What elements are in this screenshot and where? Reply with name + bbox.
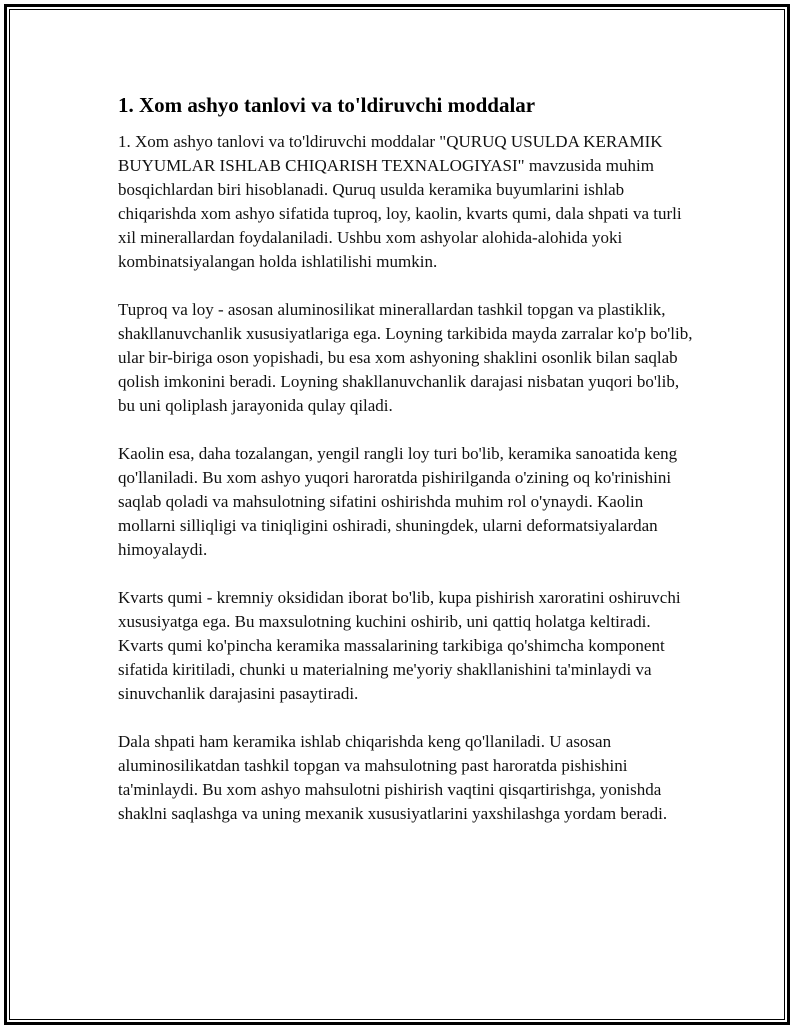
paragraph-kaolin: Kaolin esa, daha tozalangan, yengil rangli loy turi bo'lib, keramika sanoatida keng qo'llaniladi. Bu xom ashyo yuqori haroratda pishirilganda o'zining oq ko'rinishini saqlab qoladi va mahsulotning sifatini oshirishda muhim rol o'ynaydi. Kaolin mollarni silliqligi va tiniqligini oshiradi, shuningdek, ularni deformatsiyalardan himoyalaydi.: [118, 444, 678, 559]
section-heading: 1. Xom ashyo tanlovi va to'ldiruvchi moddalar: [118, 93, 536, 117]
paragraph-feldspar: Dala shpati ham keramika ishlab chiqarishda keng qo'llaniladi. U asosan aluminosilikatdan tashkil topgan va mahsulotning past haroratda pishishini ta'minlaydi. Bu xom ashyo mahsulotni pishirish vaqtini qisqartirishga, yonishda shaklni saqlashga va uning mexanik xususiyatlarini yaxshilashga yordam beradi.: [118, 732, 668, 823]
paragraph-clay: Tuproq va loy - asosan aluminosilikat minerallardan tashkil topgan va plastiklik, shakllanuvchanlik xususiyatlariga ega. Loyning tarkibida mayda zarralar ko'p bo'lib, ular bir-biriga oson yopishadi, bu esa xom ashyoning shaklini osonlik bilan saqlab qolish imkonini beradi. Loyning shakllanuvchanlik darajasi nisbatan yuqori bo'lib, bu uni qoliplash jarayonida qulay qiladi.: [118, 300, 693, 415]
paragraph-intro: 1. Xom ashyo tanlovi va to'ldiruvchi moddalar "QURUQ USULDA KERAMIK BUYUMLAR ISHLAB CHIQARISH TEXNALOGIYASI" mavzusida muhim bosqichlardan biri hisoblanadi. Quruq usulda keramika buyumlarini ishlab chiqarishda xom ashyo sifatida tuproq, loy, kaolin, kvarts qumi, dala shpati va turli xil minerallardan foydalaniladi. Ushbu xom ashyolar alohida-alohida yoki kombinatsiyalangan holda ishlatilishi mumkin.: [118, 132, 682, 271]
paragraph-quartz-sand: Kvarts qumi - kremniy oksididan iborat bo'lib, kupa pishirish xaroratini oshiruvchi xususiyatga ega. Bu maxsulotning kuchini oshirib, uni qattiq holatga keltiradi. Kvarts qumi ko'pincha keramika massalarining tarkibiga qo'shimcha komponent sifatida kiritiladi, chunki u materialning me'yoriy shakllanishini ta'minlaydi va sinuvchanlik darajasini pasaytiradi.: [118, 588, 681, 703]
document-body: [118, 92, 698, 850]
